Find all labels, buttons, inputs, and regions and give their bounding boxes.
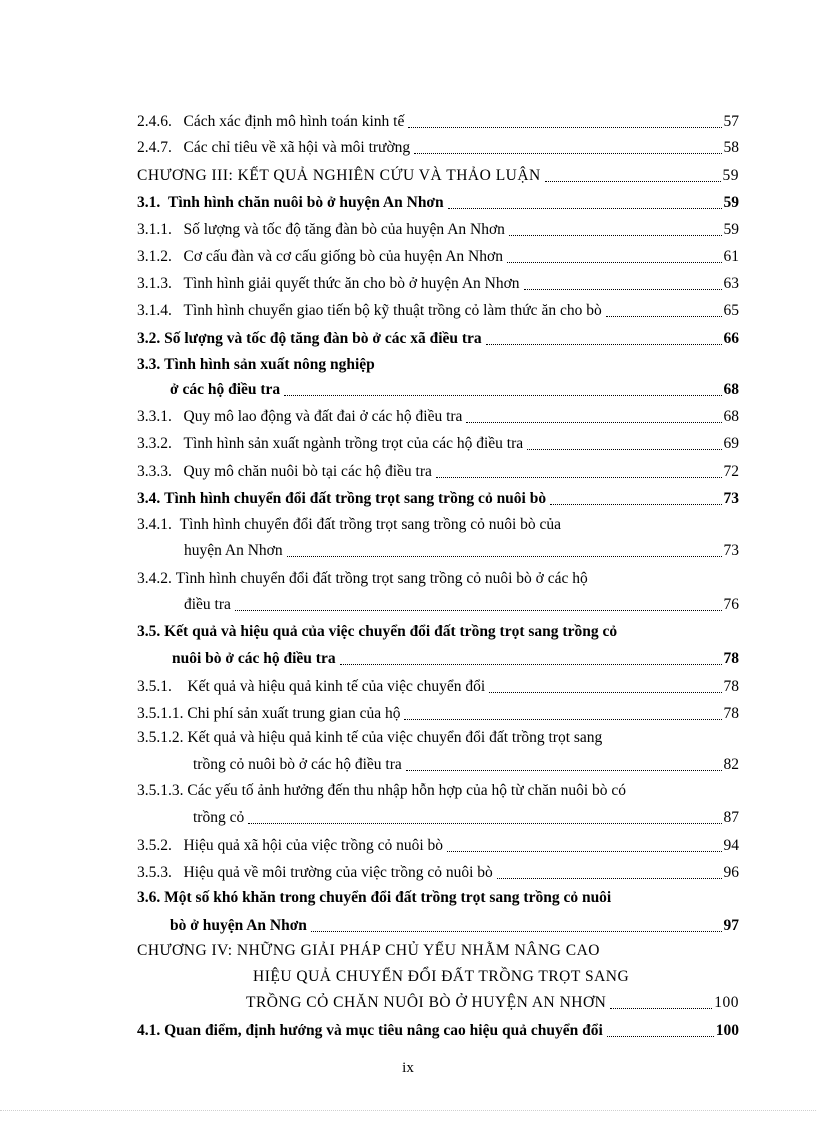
toc-entry-label: trồng cỏ [193, 809, 245, 826]
toc-entry-label: 3.5.3. Hiệu quả về môi trường của việc trồng cỏ nuôi bò [137, 864, 493, 881]
leader-dots [448, 207, 722, 209]
toc-entry-label: 3.5.1.1. Chi phí sản xuất trung gian của hộ [137, 705, 401, 722]
toc-section-entry[interactable] [137, 485, 739, 509]
toc-page-number: 78 [723, 705, 739, 722]
toc-entry-label: 3.4. Tình hình chuyển đổi đất trồng trọt sang trồng cỏ nuôi bò [137, 490, 547, 507]
toc-page-number: 59 [722, 167, 739, 184]
toc-page-number: 59 [723, 221, 739, 238]
toc-entry-label: 2.4.6. Cách xác định mô hình toán kinh tế [137, 113, 405, 130]
toc-entry-number: 3.5.1.2. [137, 729, 184, 746]
toc-entry[interactable] [137, 458, 739, 482]
toc-entry-label: Một số khó khăn trong chuyển đổi đất trồng trọt sang trồng cỏ nuôi [164, 889, 612, 906]
toc-entry[interactable] [137, 216, 739, 240]
leader-dots [287, 555, 722, 557]
toc-page-number: 78 [723, 678, 739, 695]
toc-entry-label: bò ở huyện An Nhơn [170, 917, 307, 934]
toc-entry-label: Kết quả và hiệu quả kinh tế của việc chuyển đổi đất trồng trọt sang [187, 729, 603, 746]
leader-dots [527, 448, 721, 450]
toc-page-number: 76 [723, 596, 739, 613]
toc-entry[interactable] [137, 430, 739, 454]
toc-entry-continuation[interactable] [184, 591, 739, 615]
toc-entry[interactable] [137, 569, 588, 589]
leader-dots [311, 930, 722, 932]
page-number: ix [402, 1060, 414, 1076]
toc-page-number: 97 [723, 917, 739, 934]
toc-entry-label: HIỆU QUẢ CHUYỂN ĐỔI ĐẤT TRỒNG TRỌT SANG [253, 968, 630, 985]
toc-entry-continuation[interactable] [184, 537, 739, 561]
leader-dots [235, 609, 722, 611]
toc-entry-label: 3.3.2. Tình hình sản xuất ngành trồng trọt của các hộ điều tra [137, 435, 524, 452]
toc-entry-number: 3.6. [137, 889, 161, 906]
toc-page-number: 59 [723, 194, 739, 211]
toc-entry-label: Tình hình chuyển đổi đất trồng trọt sang trồng cỏ nuôi bò của [179, 516, 562, 533]
toc-entry[interactable] [137, 270, 739, 294]
toc-entry-number: 3.4.1. [137, 516, 172, 533]
toc-entry-label: 3.1.4. Tình hình chuyển giao tiến bộ kỹ thuật trồng cỏ làm thức ăn cho bò [137, 302, 602, 319]
leader-dots [606, 315, 722, 317]
toc-page-number: 87 [723, 809, 739, 826]
toc-section-entry[interactable] [137, 189, 739, 213]
toc-chapter-continuation[interactable] [253, 967, 629, 987]
toc-page-number: 68 [723, 408, 739, 425]
toc-page-number: 57 [723, 113, 739, 130]
toc-page-number: 66 [723, 330, 739, 347]
toc-entry[interactable] [137, 832, 739, 856]
toc-entry-label: Tình hình sản xuất nông nghiệp [164, 356, 375, 373]
toc-entry-label: 3.5.2. Hiệu quả xã hội của việc trồng cỏ nuôi bò [137, 837, 444, 854]
toc-entry-label: điều tra [184, 596, 231, 613]
toc-page-number: 58 [723, 139, 739, 156]
toc-section-entry[interactable] [137, 888, 611, 908]
toc-page-number: 94 [723, 837, 739, 854]
toc-section-entry[interactable] [137, 325, 739, 349]
toc-page-number: 100 [714, 994, 739, 1011]
toc-entry[interactable] [137, 673, 739, 697]
toc-entry-label: Tình hình chuyển đổi đất trồng trọt sang trồng cỏ nuôi bò ở các hộ [175, 570, 588, 587]
toc-page-number: 63 [723, 275, 739, 292]
toc-entry-label: 3.5.1. Kết quả và hiệu quả kinh tế của việc chuyển đổi [137, 678, 486, 695]
toc-page-number: 78 [723, 650, 739, 667]
leader-dots [340, 663, 722, 665]
toc-entry-label: trồng cỏ nuôi bò ở các hộ điều tra [193, 756, 402, 773]
leader-dots [550, 503, 721, 505]
toc-entry-continuation[interactable] [193, 751, 739, 775]
toc-entry-continuation[interactable] [172, 645, 739, 669]
toc-page-number: 73 [723, 490, 739, 507]
toc-page-number: 100 [715, 1022, 739, 1039]
toc-entry-label: 3.1.3. Tình hình giải quyết thức ăn cho bò ở huyện An Nhơn [137, 275, 520, 292]
leader-dots [436, 476, 722, 478]
toc-entry-label: 2.4.7. Các chỉ tiêu về xã hội và môi trường [137, 139, 411, 156]
leader-dots [447, 850, 721, 852]
toc-page-number: 82 [723, 756, 739, 773]
toc-section-entry[interactable] [137, 622, 617, 642]
toc-entry[interactable] [137, 403, 739, 427]
leader-dots [607, 1035, 714, 1037]
toc-page-number: 73 [723, 542, 739, 559]
toc-entry[interactable] [137, 781, 626, 801]
toc-entry-continuation[interactable] [193, 804, 739, 828]
toc-page-number: 69 [723, 435, 739, 452]
toc-chapter-entry[interactable] [137, 162, 739, 186]
leader-dots [248, 822, 721, 824]
toc-entry[interactable] [137, 297, 739, 321]
leader-dots [408, 126, 721, 128]
toc-entry-label: 3.3.1. Quy mô lao động và đất đai ở các hộ điều tra [137, 408, 463, 425]
toc-page-number: 68 [723, 381, 739, 398]
toc-page-number: 72 [723, 463, 739, 480]
leader-dots [406, 769, 722, 771]
leader-dots [489, 691, 721, 693]
leader-dots [497, 877, 722, 879]
toc-page-number: 96 [723, 864, 739, 881]
leader-dots [284, 394, 721, 396]
toc-entry-number: 3.3. [137, 356, 161, 373]
toc-entry[interactable] [137, 700, 739, 724]
toc-entry-continuation[interactable] [170, 376, 739, 400]
toc-entry[interactable] [137, 728, 602, 748]
toc-section-entry[interactable] [137, 355, 375, 375]
toc-entry-label: TRỒNG CỎ CHĂN NUÔI BÒ Ở HUYỆN AN NHƠN [246, 994, 607, 1011]
toc-entry[interactable] [137, 108, 739, 132]
toc-entry-number: 3.5.1.3. [137, 782, 184, 799]
leader-dots [509, 234, 722, 236]
leader-dots [610, 1007, 712, 1009]
toc-chapter-entry[interactable] [137, 941, 600, 961]
page-bottom-divider [0, 1110, 816, 1111]
leader-dots [507, 261, 722, 263]
toc-entry-number: 3.4.2. [137, 570, 172, 587]
leader-dots [486, 343, 722, 345]
toc-entry-label: ở các hộ điều tra [170, 381, 281, 398]
toc-chapter-continuation[interactable] [246, 989, 739, 1013]
toc-entry-label: 3.1.1. Số lượng và tốc độ tăng đàn bò của huyện An Nhơn [137, 221, 505, 238]
toc-entry-label: 3.2. Số lượng và tốc độ tăng đàn bò ở các xã điều tra [137, 330, 482, 347]
toc-entry[interactable] [137, 243, 739, 267]
toc-section-entry[interactable] [137, 1017, 739, 1041]
toc-entry-label: CHƯƠNG IV: NHỮNG GIẢI PHÁP CHỦ YẾU NHẰM NÂNG CAO [137, 942, 600, 959]
toc-entry[interactable] [137, 515, 561, 535]
toc-entry-label: Các yếu tố ảnh hưởng đến thu nhập hỗn hợp của hộ từ chăn nuôi bò có [187, 782, 627, 799]
leader-dots [524, 288, 722, 290]
toc-entry-label: 3.3.3. Quy mô chăn nuôi bò tại các hộ điều tra [137, 463, 432, 480]
toc-entry-label: CHƯƠNG III: KẾT QUẢ NGHIÊN CỨU VÀ THẢO LUẬN [137, 167, 541, 184]
toc-entry[interactable] [137, 859, 739, 883]
leader-dots [414, 152, 721, 154]
toc-entry[interactable] [137, 134, 739, 158]
toc-page-number: 61 [723, 248, 739, 265]
toc-entry-continuation[interactable] [170, 912, 739, 936]
toc-entry-number: 3.5. [137, 623, 161, 640]
toc-entry-label: nuôi bò ở các hộ điều tra [172, 650, 336, 667]
toc-entry-label: Kết quả và hiệu quả của việc chuyển đổi đất trồng trọt sang trồng cỏ [164, 623, 618, 640]
toc-page-number: 65 [723, 302, 739, 319]
toc-entry-label: huyện An Nhơn [184, 542, 283, 559]
toc-entry-label: 3.1. Tình hình chăn nuôi bò ở huyện An Nhơn [137, 194, 444, 211]
toc-entry-label: 4.1. Quan điểm, định hướng và mục tiêu nâng cao hiệu quả chuyển đổi [137, 1022, 603, 1039]
leader-dots [545, 180, 721, 182]
toc-entry-label: 3.1.2. Cơ cấu đàn và cơ cấu giống bò của huyện An Nhơn [137, 248, 503, 265]
leader-dots [404, 718, 721, 720]
leader-dots [466, 421, 721, 423]
